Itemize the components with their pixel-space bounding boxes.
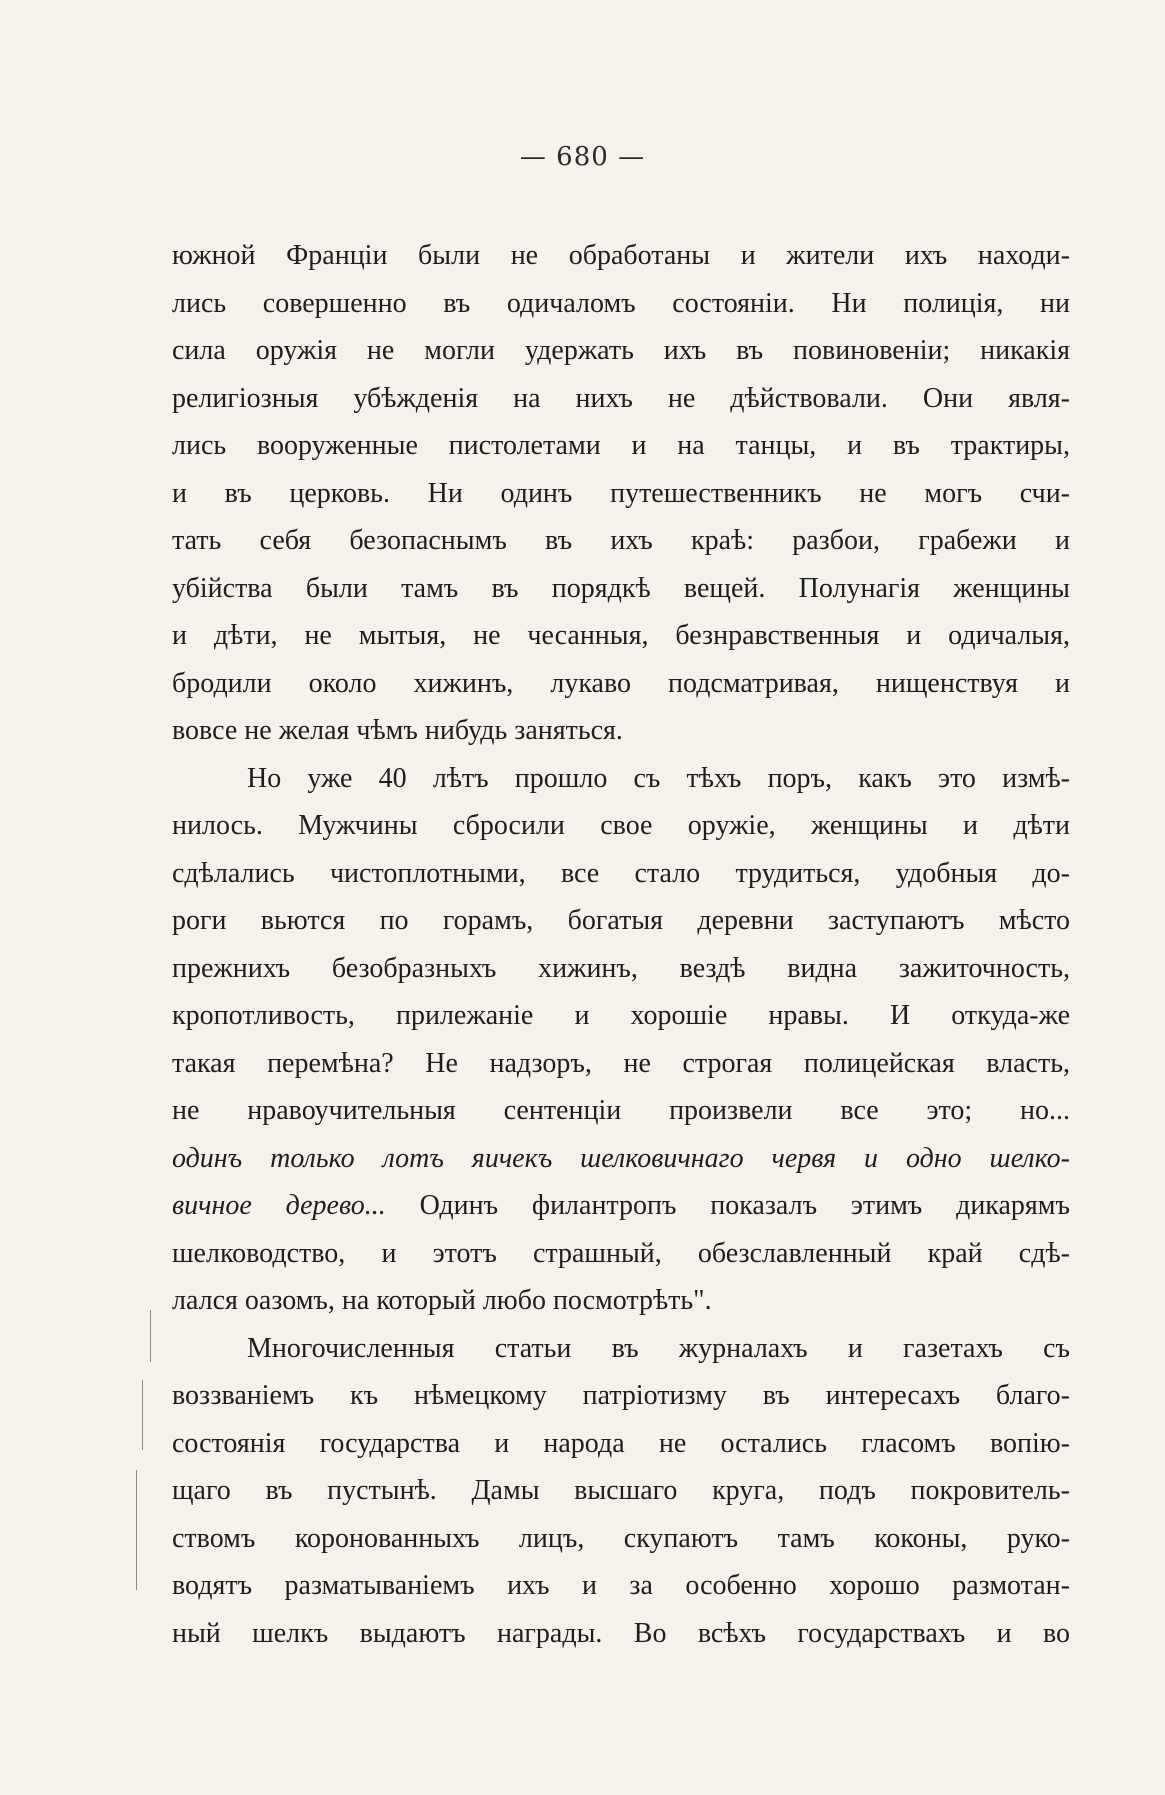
text-line: лись совершенно въ одичаломъ состояніи. Ни полиція, ни <box>172 287 1070 319</box>
text-line: щаго въ пустынѣ. Дамы высшаго круга, подъ покровитель- <box>172 1475 1070 1506</box>
text-line: состоянія государства и народа не остались гласомъ вопію- <box>172 1427 1070 1459</box>
text-line: лался оазомъ, на который любо посмотрѣть". <box>172 1285 712 1316</box>
text-line: южной Франціи были не обработаны и жители ихъ находи- <box>172 240 1070 271</box>
text-line: Но уже 40 лѣтъ прошло съ тѣхъ поръ, какъ это измѣ- <box>247 762 1070 794</box>
margin-mark <box>150 1310 151 1362</box>
text-line: религіозныя убѣжденія на нихъ не дѣйствовали. Они явля- <box>172 382 1070 414</box>
margin-mark <box>142 1380 143 1450</box>
text-line: сила оружія не могли удержать ихъ въ повиновеніи; никакія <box>172 335 1070 366</box>
text-line: нилось. Мужчины сбросили свое оружіе, женщины и дѣти <box>172 810 1070 841</box>
margin-mark <box>136 1470 137 1590</box>
text-line: воззваніемъ къ нѣмецкому патріотизму въ интересахъ благо- <box>172 1380 1070 1411</box>
text-line: не нравоучительныя сентенціи произвели все это; но... <box>172 1095 1070 1126</box>
text-line: такая перемѣна? Не надзоръ, не строгая полицейская власть, <box>172 1047 1070 1079</box>
text-line: прежнихъ безобразныхъ хижинъ, вездѣ видна зажиточность, <box>172 952 1070 984</box>
text-line: и въ церковь. Ни одинъ путешественникъ не могъ счи- <box>172 477 1070 509</box>
text-line: вовсе не желая чѣмъ нибудь заняться. <box>172 715 623 746</box>
text-line: бродили около хижинъ, лукаво подсматривая, нищенствуя и <box>172 667 1070 699</box>
text-line: кропотливость, прилежаніе и хорошіе нравы. И откуда-же <box>172 1000 1070 1031</box>
text-line: и дѣти, не мытыя, не чесанныя, безнравственныя и одичалыя, <box>172 620 1070 651</box>
text-line: роги вьются по горамъ, богатыя деревни заступаютъ мѣсто <box>172 905 1070 936</box>
text-line: водятъ разматываніемъ ихъ и за особенно хорошо размотан- <box>172 1570 1070 1601</box>
text-line: одинъ только лотъ яичекъ шелковичнаго червя и одно шелко- <box>172 1142 1070 1174</box>
text-line: сдѣлались чистоплотными, все стало трудиться, удобныя до- <box>172 857 1070 889</box>
text-line: шелководство, и этотъ страшный, обезславленный край сдѣ- <box>172 1237 1070 1269</box>
text-line: тать себя безопаснымъ въ ихъ краѣ: разбои, грабежи и <box>172 525 1070 556</box>
text-line: убійства были тамъ въ порядкѣ вещей. Полунагія женщины <box>172 572 1070 604</box>
text-line: лись вооруженные пистолетами и на танцы, и въ трактиры, <box>172 430 1070 461</box>
italic-fragment: вичное дерево... <box>172 1190 386 1221</box>
text-line <box>172 1182 1070 1230</box>
body-text <box>172 232 1070 1657</box>
page-number: — 680 — <box>519 142 646 172</box>
text-fragment: Одинъ филантропъ показалъ этимъ дикарямъ <box>385 1190 1070 1221</box>
text-line: ный шелкъ выдаютъ награды. Во всѣхъ государствахъ и во <box>172 1617 1070 1649</box>
text-line: Многочисленныя статьи въ журналахъ и газетахъ съ <box>247 1332 1070 1364</box>
text-line: ствомъ коронованныхъ лицъ, скупаютъ тамъ коконы, руко- <box>172 1522 1070 1554</box>
